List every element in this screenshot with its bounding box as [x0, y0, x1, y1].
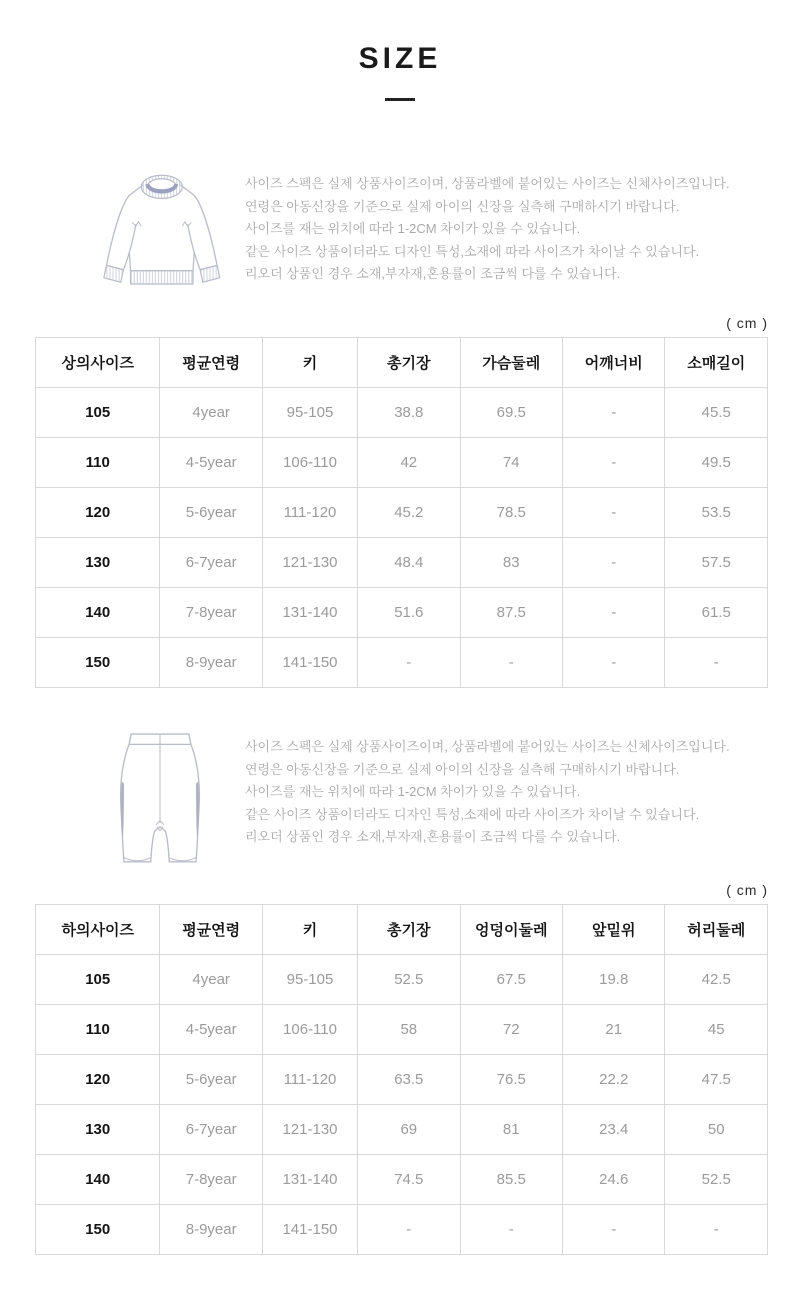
size-cell: 150: [36, 1205, 160, 1255]
unit-label-bottoms: ( cm ): [726, 882, 768, 898]
value-cell: 106-110: [262, 438, 357, 488]
value-cell: -: [563, 538, 665, 588]
note-line: 연령은 아동신장을 기준으로 실제 아이의 신장을 실측해 구매하시기 바랍니다.: [245, 198, 680, 214]
value-cell: -: [460, 638, 562, 688]
value-cell: 131-140: [262, 1155, 357, 1205]
column-header: 어깨너비: [563, 338, 665, 388]
value-cell: -: [665, 638, 768, 688]
column-header: 엉덩이둘레: [460, 905, 562, 955]
header-row: [36, 905, 768, 955]
value-cell: 111-120: [262, 1055, 357, 1105]
column-header: 평균연령: [160, 338, 262, 388]
value-cell: 141-150: [262, 638, 357, 688]
column-header: 가슴둘레: [460, 338, 562, 388]
value-cell: 8-9year: [160, 638, 262, 688]
value-cell: 51.6: [358, 588, 460, 638]
table-row: [36, 1105, 768, 1155]
value-cell: 78.5: [460, 488, 562, 538]
value-cell: 50: [665, 1105, 768, 1155]
tops-notes: [245, 169, 730, 286]
header-row: [36, 338, 768, 388]
value-cell: 8-9year: [160, 1205, 262, 1255]
value-cell: 22.2: [563, 1055, 665, 1105]
value-cell: 95-105: [262, 955, 357, 1005]
value-cell: 49.5: [665, 438, 768, 488]
pants-illustration: [113, 732, 207, 868]
value-cell: 45.5: [665, 388, 768, 438]
unit-label-tops: ( cm ): [726, 315, 768, 331]
column-header: 키: [262, 905, 357, 955]
table-row: [36, 538, 768, 588]
value-cell: 4-5year: [160, 438, 262, 488]
value-cell: 121-130: [262, 538, 357, 588]
size-cell: 110: [36, 438, 160, 488]
column-header: 키: [262, 338, 357, 388]
value-cell: 141-150: [262, 1205, 357, 1255]
value-cell: 4year: [160, 388, 262, 438]
table-row: [36, 1005, 768, 1055]
value-cell: 48.4: [358, 538, 460, 588]
size-cell: 140: [36, 1155, 160, 1205]
value-cell: 47.5: [665, 1055, 768, 1105]
title-divider: [385, 98, 415, 101]
column-header: 허리둘레: [665, 905, 768, 955]
size-cell: 130: [36, 538, 160, 588]
size-cell: 120: [36, 1055, 160, 1105]
value-cell: 6-7year: [160, 1105, 262, 1155]
bottoms-notes: [245, 732, 730, 849]
column-header: 소매길이: [665, 338, 768, 388]
value-cell: -: [563, 388, 665, 438]
column-header: 총기장: [358, 905, 460, 955]
note-line: 사이즈를 재는 위치에 따라 1-2CM 차이가 있을 수 있습니다.: [245, 221, 581, 236]
value-cell: -: [665, 1205, 768, 1255]
table-row: [36, 1205, 768, 1255]
note-line: 사이즈를 재는 위치에 따라 1-2CM 차이가 있을 수 있습니다.: [245, 784, 581, 799]
note-line: 리오더 상품인 경우 소재,부자재,혼용률이 조금씩 다를 수 있습니다.: [245, 266, 621, 281]
size-cell: 105: [36, 955, 160, 1005]
value-cell: 23.4: [563, 1105, 665, 1155]
note-line: 사이즈 스펙은 실제 상품사이즈이며, 상품라벨에 붙어있는 사이즈는 신체사이즈입니다.: [245, 739, 730, 754]
note-line: 리오더 상품인 경우 소재,부자재,혼용률이 조금씩 다를 수 있습니다.: [245, 829, 621, 844]
value-cell: 5-6year: [160, 488, 262, 538]
value-cell: 45.2: [358, 488, 460, 538]
value-cell: 111-120: [262, 488, 357, 538]
note-line: 같은 사이즈 상품이더라도 디자인 특성,소재에 따라 사이즈가 차이날 수 있습니다.: [245, 243, 700, 259]
value-cell: 87.5: [460, 588, 562, 638]
value-cell: 52.5: [358, 955, 460, 1005]
column-header: 평균연령: [160, 905, 262, 955]
value-cell: 4-5year: [160, 1005, 262, 1055]
value-cell: 74.5: [358, 1155, 460, 1205]
sweater-illustration: [84, 169, 236, 301]
value-cell: -: [563, 488, 665, 538]
value-cell: 67.5: [460, 955, 562, 1005]
value-cell: 57.5: [665, 538, 768, 588]
value-cell: 61.5: [665, 588, 768, 638]
page-title: SIZE: [358, 42, 442, 75]
value-cell: 81: [460, 1105, 562, 1155]
column-header: 상의사이즈: [36, 338, 160, 388]
value-cell: 58: [358, 1005, 460, 1055]
value-cell: 95-105: [262, 388, 357, 438]
table-row: [36, 488, 768, 538]
page-header: [0, 0, 800, 101]
value-cell: 69: [358, 1105, 460, 1155]
table-row: [36, 388, 768, 438]
value-cell: 6-7year: [160, 538, 262, 588]
value-cell: 42.5: [665, 955, 768, 1005]
value-cell: 19.8: [563, 955, 665, 1005]
value-cell: 45: [665, 1005, 768, 1055]
size-cell: 150: [36, 638, 160, 688]
tops-size-table: [35, 337, 768, 688]
value-cell: -: [358, 638, 460, 688]
value-cell: 24.6: [563, 1155, 665, 1205]
value-cell: 21: [563, 1005, 665, 1055]
table-row: [36, 438, 768, 488]
table-row: [36, 588, 768, 638]
note-line: 사이즈 스펙은 실제 상품사이즈이며, 상품라벨에 붙어있는 사이즈는 신체사이즈입니다.: [245, 176, 730, 191]
value-cell: 85.5: [460, 1155, 562, 1205]
value-cell: -: [563, 638, 665, 688]
value-cell: 52.5: [665, 1155, 768, 1205]
value-cell: 53.5: [665, 488, 768, 538]
table-row: [36, 1055, 768, 1105]
value-cell: -: [563, 438, 665, 488]
value-cell: 121-130: [262, 1105, 357, 1155]
bottoms-section: [0, 732, 800, 868]
value-cell: 7-8year: [160, 1155, 262, 1205]
value-cell: 83: [460, 538, 562, 588]
size-cell: 105: [36, 388, 160, 438]
value-cell: -: [358, 1205, 460, 1255]
size-cell: 130: [36, 1105, 160, 1155]
bottoms-size-table: [35, 904, 768, 1255]
size-cell: 120: [36, 488, 160, 538]
value-cell: 76.5: [460, 1055, 562, 1105]
table-row: [36, 1155, 768, 1205]
tops-illustration-wrap: [75, 169, 245, 301]
value-cell: 7-8year: [160, 588, 262, 638]
value-cell: 5-6year: [160, 1055, 262, 1105]
value-cell: 131-140: [262, 588, 357, 638]
value-cell: 38.8: [358, 388, 460, 438]
note-line: 같은 사이즈 상품이더라도 디자인 특성,소재에 따라 사이즈가 차이날 수 있습니다.: [245, 806, 700, 822]
value-cell: 63.5: [358, 1055, 460, 1105]
value-cell: 106-110: [262, 1005, 357, 1055]
value-cell: 69.5: [460, 388, 562, 438]
value-cell: 4year: [160, 955, 262, 1005]
table-row: [36, 638, 768, 688]
column-header: 하의사이즈: [36, 905, 160, 955]
tops-section: [0, 169, 800, 301]
column-header: 앞밑위: [563, 905, 665, 955]
value-cell: -: [563, 588, 665, 638]
table-row: [36, 955, 768, 1005]
bottoms-illustration-wrap: [75, 732, 245, 868]
size-cell: 140: [36, 588, 160, 638]
value-cell: 72: [460, 1005, 562, 1055]
value-cell: 42: [358, 438, 460, 488]
size-cell: 110: [36, 1005, 160, 1055]
value-cell: -: [460, 1205, 562, 1255]
note-line: 연령은 아동신장을 기준으로 실제 아이의 신장을 실측해 구매하시기 바랍니다.: [245, 761, 680, 777]
value-cell: -: [563, 1205, 665, 1255]
value-cell: 74: [460, 438, 562, 488]
column-header: 총기장: [358, 338, 460, 388]
